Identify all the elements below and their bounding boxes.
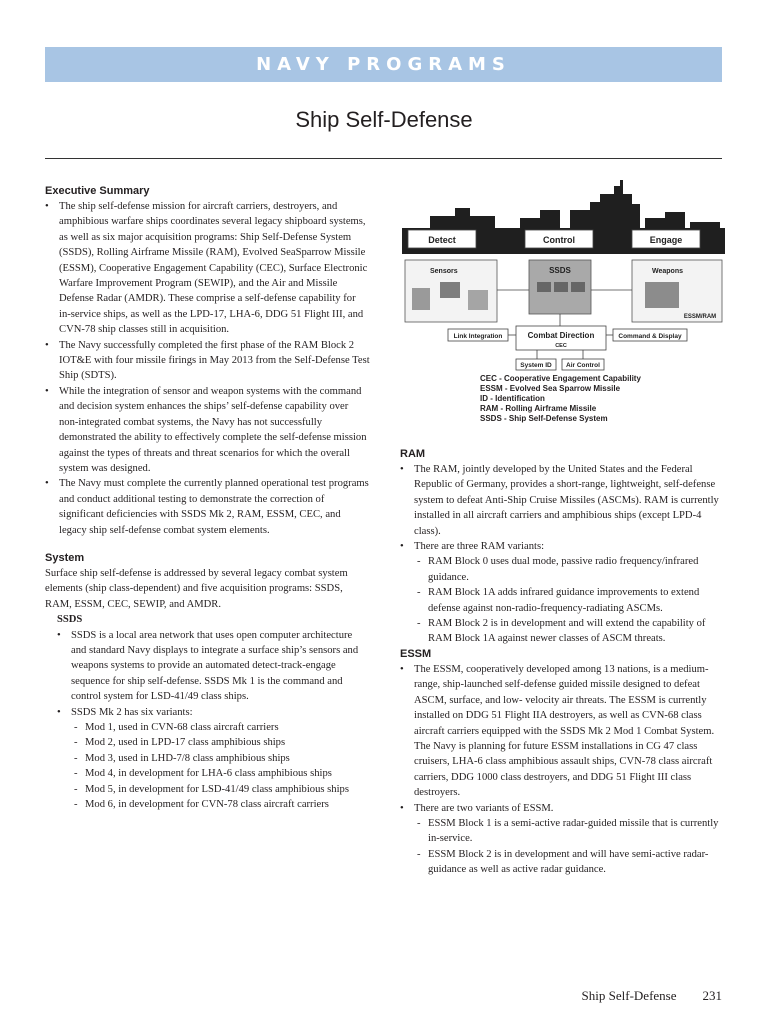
link-integration-label: Link Integration	[453, 333, 503, 340]
page-title: Ship Self-Defense	[295, 107, 473, 132]
ssds-bullet-2	[57, 705, 370, 813]
page-number: 231	[702, 988, 722, 1003]
ssds-bullet-2-text: SSDS Mk 2 has six variants:	[71, 706, 193, 718]
console-icon	[571, 282, 585, 292]
system-heading: System	[45, 551, 85, 564]
legend-item: RAM - Rolling Airframe Missile	[480, 404, 597, 413]
weapons-label: Weapons	[652, 268, 683, 275]
console-icon	[554, 282, 568, 292]
essm-bullet-1: • The ESSM, cooperatively developed among 13 nations, is a medium-range, ship-launched self-defense guided missile designed to defeat ASCM, surface, and low- velocity air threats. The ESSM is currently installed on DDG 51 Flight IIA destroyers, as well as CVN-68 class aircraft carriers equipped with the SSDS Mk 2 Mod 1 Combat System. The Navy is planning for future ESSM installations in CG 47 class cruisers, LHA-6 class amphibious assault ships, CVN-78 class aircraft carriers, DDG 1000 class destroyers, and DDG 51 Flight III class destroyers.	[400, 662, 725, 801]
ram-heading: RAM	[400, 448, 426, 460]
right-column	[400, 447, 725, 878]
detect-label: Detect	[428, 235, 456, 245]
legend-item: ESSM - Evolved Sea Sparrow Missile	[480, 384, 621, 393]
command-display-label: Command & Display	[618, 333, 682, 340]
ssds-label: SSDS	[549, 266, 571, 275]
essm-list	[400, 662, 725, 878]
sensor-dish-icon	[440, 282, 460, 298]
spacer	[45, 538, 370, 551]
essm-variant: - ESSM Block 1 is a semi-active radar-guided missile that is currently in-service.	[414, 816, 725, 847]
essm-variant-list	[414, 816, 725, 878]
ram-bullet-2	[400, 539, 725, 647]
engage-label: Engage	[649, 235, 683, 245]
diagram-legend	[480, 374, 641, 424]
exec-bullet-3: • While the integration of sensor and weapon systems with the command and decision system enhances the ships’ self-defense capability over non-integrated combat systems, the Navy has not successfully demonstrated the ability to effectively complete the self-defense mission against the types of threats and threat scenarios for which the overall system was designed.	[45, 384, 370, 476]
air-control-label: Air Control	[566, 362, 600, 369]
exec-summary-list	[45, 199, 370, 538]
ram-bullet-1: • The RAM, jointly developed by the United States and the Federal Republic of Germany, provides a short-range, lightweight, self-defense system to defeat Anti-Ship Cruise Missiles (ASCMs). RAM is currently installed in all aircraft carriers and amphibious ships (except LPD-4 class).	[400, 462, 725, 539]
exec-summary-heading: Executive Summary	[45, 185, 150, 197]
system-intro: Surface ship self-defense is addressed by several legacy combat system elements (ship class-dependent) and five acquisition programs: SSDS, RAM, ESSM, CEC, SEWIP, and AMDR.	[45, 567, 348, 610]
ssds-bullet-1: • SSDS is a local area network that uses open computer architecture and standard Navy displays to integrate a surface ship’s sensors and weapons systems to provide an automated detect-track-engage sequence for ship self-defense. SSDS Mk 1 is the command and control system for LSD-41/49 class ships.	[57, 628, 370, 705]
legend-item: CEC - Cooperative Engagement Capability	[480, 374, 641, 383]
ram-bullet-2-text: There are three RAM variants:	[414, 541, 545, 553]
essm-heading: ESSM	[400, 647, 432, 660]
ram-variant: - RAM Block 2 is in development and will extend the capability of RAM Block 1A against newer classes of ASCM threats.	[414, 616, 725, 647]
ssds-variant-list	[71, 720, 370, 812]
ssds-variant: - Mod 2, used in LPD-17 class amphibious ships	[71, 735, 370, 750]
ssds-variant: - Mod 5, in development for LSD-41/49 class amphibious ships	[71, 782, 370, 797]
ram-list	[400, 462, 725, 647]
essm-variant: - ESSM Block 2 is in development and will have semi-active radar-guidance as well as active radar guidance.	[414, 847, 725, 878]
cec-label: CEC	[555, 343, 567, 349]
ssds-variant: - Mod 3, used in LHD-7/8 class amphibious ships	[71, 751, 370, 766]
ram-variant-list	[414, 554, 725, 646]
ssds-variant: - Mod 6, in development for CVN-78 class aircraft carriers	[71, 797, 370, 812]
ssds-list	[57, 628, 370, 813]
essm-ram-label: ESSM/RAM	[683, 314, 717, 320]
banner-text: NAVY PROGRAMS	[256, 54, 511, 75]
legend-item: SSDS - Ship Self-Defense System	[480, 414, 608, 423]
launcher-icon	[645, 282, 679, 308]
page-footer	[582, 988, 722, 1004]
ssds-heading: SSDS	[57, 614, 83, 626]
section-banner	[45, 47, 722, 82]
essm-bullet-2	[400, 801, 725, 878]
ram-variant: - RAM Block 1A adds infrared guidance improvements to extend defense against non-radio-frequency-radiating ASCMs.	[414, 585, 725, 616]
system-id-label: System ID	[520, 362, 552, 369]
footer-label: Ship Self-Defense	[581, 988, 677, 1003]
title-divider	[45, 158, 722, 159]
exec-bullet-1: • The ship self-defense mission for aircraft carriers, destroyers, and amphibious warfare ships coordinates several legacy shipboard systems, as well as six major acquisition programs: Ship Self-Defense System (SSDS), Rolling Airframe Missile (RAM), Evolved SeaSparrow Missile (ESSM), Cooperative Engagement Capability (CEC), Surface Electronic Warfare Improvement Program (SEWIP), and the Air and Missile Defense Radar (AMDR). These comprise a self-defense capability for in-service ships, as well as the LPD-17, LHA-6, DDG 51 Flight III, and CVN-78 ship classes still in acquisition.	[45, 199, 370, 338]
radar-panel-icon	[412, 288, 430, 310]
ssds-variant: - Mod 1, used in CVN-68 class aircraft carriers	[71, 720, 370, 735]
combat-direction-label: Combat Direction	[527, 331, 595, 340]
console-icon	[537, 282, 551, 292]
exec-bullet-2: • The Navy successfully completed the first phase of the RAM Block 2 IOT&E with four missile firings in May 2013 from the Self-Defense Test Ship (SDTS).	[45, 338, 370, 384]
ssds-variant: - Mod 4, in development for LHA-6 class amphibious ships	[71, 766, 370, 781]
legend-item: ID - Identification	[480, 394, 545, 403]
sensor-array-icon	[468, 290, 488, 310]
control-label: Control	[543, 235, 575, 245]
exec-bullet-4: • The Navy must complete the currently planned operational test programs and conduct additional testing to demonstrate the correction of significant deficiencies with SSDS Mk 2, RAM, ESSM, CEC, and legacy ship self-defense combat system elements.	[45, 476, 370, 538]
left-column	[45, 184, 370, 812]
ram-variant: - RAM Block 0 uses dual mode, passive radio frequency/infrared guidance.	[414, 554, 725, 585]
essm-bullet-2-text: There are two variants of ESSM.	[414, 802, 554, 814]
sensors-label: Sensors	[430, 268, 458, 275]
